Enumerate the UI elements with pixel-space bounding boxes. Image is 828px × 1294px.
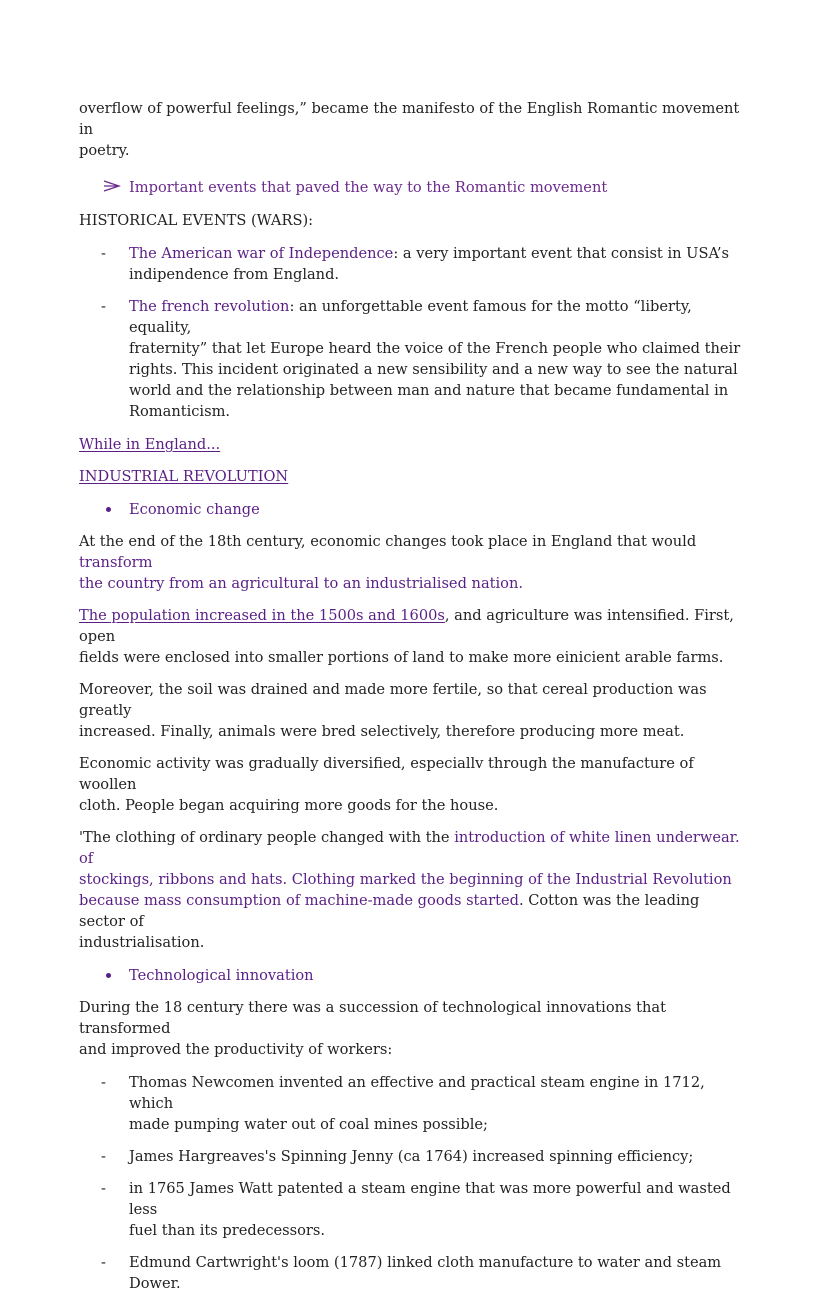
paragraph-text: 'The clothing of ordinary people changed with the xyxy=(79,829,455,846)
bullet-heading xyxy=(79,965,747,986)
list-text: Thomas Newcomen invented an effective and practical steam engine in 1712, which xyxy=(129,1074,705,1112)
paragraph-text: and improved the productivity of workers: xyxy=(79,1041,393,1058)
paragraph-text: fields were enclosed into smaller portions of land to make more einicient arable farms. xyxy=(79,649,724,666)
dash-marker: - xyxy=(101,1074,106,1091)
paragraph xyxy=(79,605,747,668)
list-item xyxy=(79,1072,747,1135)
dash-marker: - xyxy=(101,1180,106,1197)
intro-paragraph xyxy=(79,98,747,161)
paragraph-text: , and agriculture was intensified. First, open xyxy=(79,607,734,645)
paragraph-text: Economic activity was gradually diversified, especiallv through the manufacture of woollen xyxy=(79,755,694,793)
intro-line: overflow of powerful feelings,” became the manifesto of the English Romantic movement in xyxy=(79,100,740,138)
event-text: Romanticism. xyxy=(129,403,231,420)
event-title: The french revolution xyxy=(129,298,290,315)
while-in-england-link[interactable]: While in England... xyxy=(79,436,221,453)
highlight-text: transform xyxy=(79,554,153,571)
paragraph-text: increased. Finally, animals were bred selectively, therefore producing more meat. xyxy=(79,723,685,740)
population-link[interactable]: The population increased in the 1500s and 1600s xyxy=(79,607,445,624)
arrowhead-icon xyxy=(103,177,121,198)
list-item xyxy=(79,243,747,285)
event-text: world and the relationship between man and nature that became fundamental in xyxy=(129,382,729,399)
paragraph xyxy=(79,753,747,816)
list-text: in 1765 James Watt patented a steam engine that was more powerful and wasted less xyxy=(129,1180,731,1218)
paragraph-text: cloth. People began acquiring more goods for the house. xyxy=(79,797,499,814)
industrial-revolution-link[interactable]: INDUSTRIAL REVOLUTION xyxy=(79,468,289,485)
paragraph xyxy=(79,827,747,953)
dash-marker: - xyxy=(101,298,106,315)
highlight-text: the country from an agricultural to an industrialised nation. xyxy=(79,575,524,592)
dash-marker: - xyxy=(101,245,106,262)
paragraph xyxy=(79,531,747,594)
paragraph xyxy=(79,997,747,1060)
historical-events-heading: HISTORICAL EVENTS (WARS): xyxy=(79,212,314,229)
bullet-heading xyxy=(79,499,747,520)
list-item xyxy=(79,1178,747,1241)
event-text: rights. This incident originated a new sensibility and a new way to see the natural xyxy=(129,361,738,378)
list-item xyxy=(79,1252,747,1294)
list-text: fuel than its predecessors. xyxy=(129,1222,326,1239)
list-text: Edmund Cartwright's loom (1787) linked cloth manufacture to water and steam xyxy=(129,1254,722,1271)
list-text: Dower. xyxy=(129,1275,181,1292)
bullet-dot-icon xyxy=(106,973,111,978)
intro-line: poetry. xyxy=(79,142,130,159)
paragraph-text: During the 18 century there was a succession of technological innovations that transformed xyxy=(79,999,666,1037)
bullet-heading-text: Technological innovation xyxy=(129,967,314,984)
highlight-text: introduction of white linen underwear. of xyxy=(79,829,740,867)
paragraph-text: industrialisation. xyxy=(79,934,205,951)
list-text: James Hargreaves's Spinning Jenny (ca 1764) increased spinning efficiency; xyxy=(129,1148,694,1165)
bullet-dot-icon xyxy=(106,507,111,512)
paragraph-text: . Cotton was the leading sector of xyxy=(79,892,700,930)
list-item xyxy=(79,296,747,422)
paragraph-text: Moreover, the soil was drained and made more fertile, so that cereal production was greatly xyxy=(79,681,707,719)
event-title: The American war of Independence xyxy=(129,245,394,262)
event-text: : an unforgettable event famous for the motto “liberty, equality, xyxy=(129,298,692,336)
dash-marker: - xyxy=(101,1254,106,1271)
arrow-heading xyxy=(79,177,747,198)
paragraph-text: At the end of the 18th century, economic changes took place in England that would xyxy=(79,533,697,550)
list-item xyxy=(79,1146,747,1167)
dash-marker: - xyxy=(101,1148,106,1165)
event-text: indipendence from England. xyxy=(129,266,340,283)
arrow-heading-text: Important events that paved the way to the Romantic movement xyxy=(129,179,608,196)
list-text: made pumping water out of coal mines possible; xyxy=(129,1116,488,1133)
highlight-text: stockings, ribbons and hats. Clothing marked the beginning of the Industrial Revolution xyxy=(79,871,732,888)
event-text: fraternity” that let Europe heard the voice of the French people who claimed their xyxy=(129,340,741,357)
bullet-heading-text: Economic change xyxy=(129,501,260,518)
document-page xyxy=(79,98,747,1294)
highlight-text: because mass consumption of machine-made goods started xyxy=(79,892,519,909)
paragraph xyxy=(79,679,747,742)
event-text: : a very important event that consist in USA’s xyxy=(393,245,729,262)
